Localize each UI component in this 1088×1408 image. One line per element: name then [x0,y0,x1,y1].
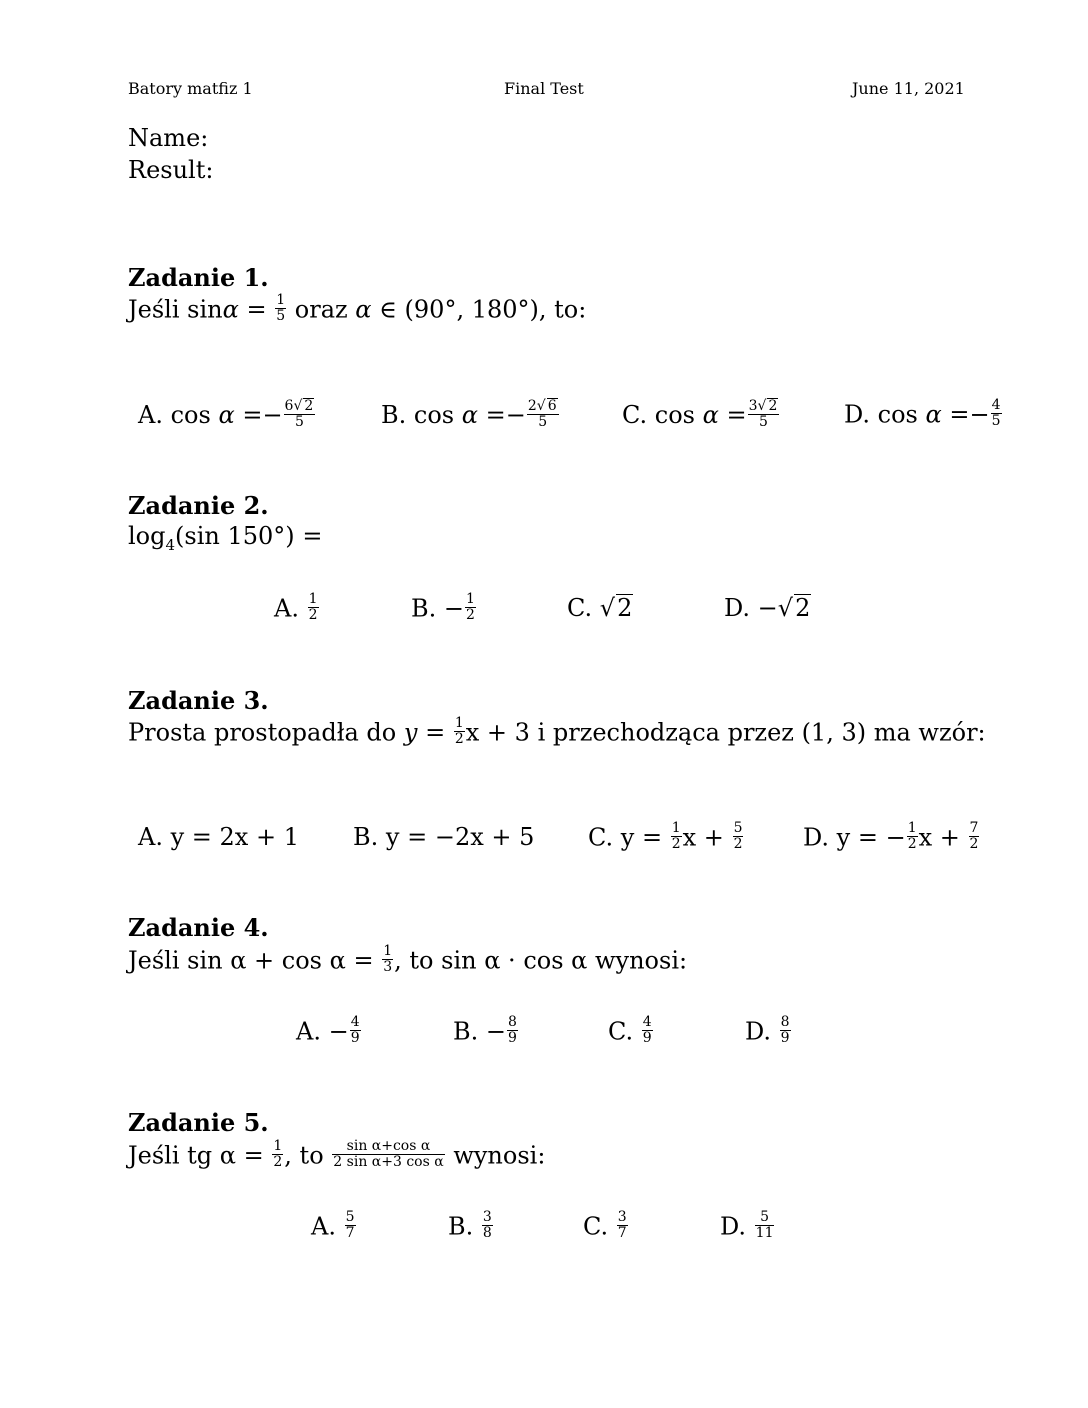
header-test-title: Final Test [504,79,584,98]
task-4-option-a[interactable]: A. − $\frac{4}{9}$ [296,1014,360,1047]
task-4-option-c[interactable]: C. $\frac{4}{9}$ [608,1014,652,1047]
task-1-option-c[interactable]: C. cos α = $\frac{3√ 2}{5}$ [622,398,778,431]
task-2-option-a[interactable]: A. $\frac{1}{2}$ [274,591,318,624]
task-2-option-c[interactable]: C. √2 [567,594,633,622]
task-3-option-c[interactable]: C. y = $\frac{1}{2}$ x + $\frac{5}{2}$ [588,820,743,853]
name-label: Name: [128,124,209,152]
task-5-option-b[interactable]: B. $\frac{3}{8}$ [448,1209,492,1242]
header-date: June 11, 2021 [852,79,965,98]
task-5-option-c[interactable]: C. $\frac{3}{7}$ [583,1209,627,1242]
task-2-option-d[interactable]: D. −√2 [724,594,811,622]
task-3-option-b[interactable]: B. y = −2x + 5 [353,823,535,851]
task-5-title: Zadanie 5. [128,1108,269,1137]
task-1-option-d[interactable]: D. cos α =− $\frac{4}{5}$ [844,397,1001,430]
task-1-question: Jeśli sinα = $\frac{1}{5}$ oraz α ∈ (90°, 180°), to: [128,292,587,325]
task-3-option-a[interactable]: A. y = 2x + 1 [138,823,299,851]
task-1-option-a[interactable]: A. cos α =− $\frac{6√ 2}{5}$ [138,398,314,431]
task-1-title: Zadanie 1. [128,263,269,292]
result-label: Result: [128,156,214,184]
header-course: Batory matfiz 1 [128,79,253,98]
task-2-option-b[interactable]: B. − $\frac{1}{2}$ [411,591,475,624]
task-2-title: Zadanie 2. [128,491,269,520]
task-3-title: Zadanie 3. [128,686,269,715]
task-1-option-b[interactable]: B. cos α =− $\frac{2√ 6}{5}$ [381,398,557,431]
task-3-option-d[interactable]: D. y = − $\frac{1}{2}$ x + $\frac{7}{2}$ [803,820,979,853]
task-4-question: Jeśli sin α + cos α = $\frac{1}{3}$ , to sin α · cos α wynosi: [128,943,688,976]
task-5-option-d[interactable]: D. $\frac{5}{11}$ [720,1209,774,1242]
task-5-option-a[interactable]: A. $\frac{5}{7}$ [311,1209,355,1242]
task-4-option-b[interactable]: B. − $\frac{8}{9}$ [453,1014,517,1047]
task-2-question: $\log_4(\sin$ 150°) = [128,522,323,554]
task-4-option-d[interactable]: D. $\frac{8}{9}$ [745,1014,790,1047]
task-3-question: Prosta prostopadła do y = $\frac{1}{2}$ x + 3 i przechodząca przez (1, 3) ma wzór: [128,715,986,748]
task-4-title: Zadanie 4. [128,913,269,942]
task-5-question: Jeśli tg α = $\frac{1}{2}$ , to $\frac{\text{sin α+cos α}}{\text{2 sin α+3 cos α}}$ wynosi: [128,1138,546,1171]
